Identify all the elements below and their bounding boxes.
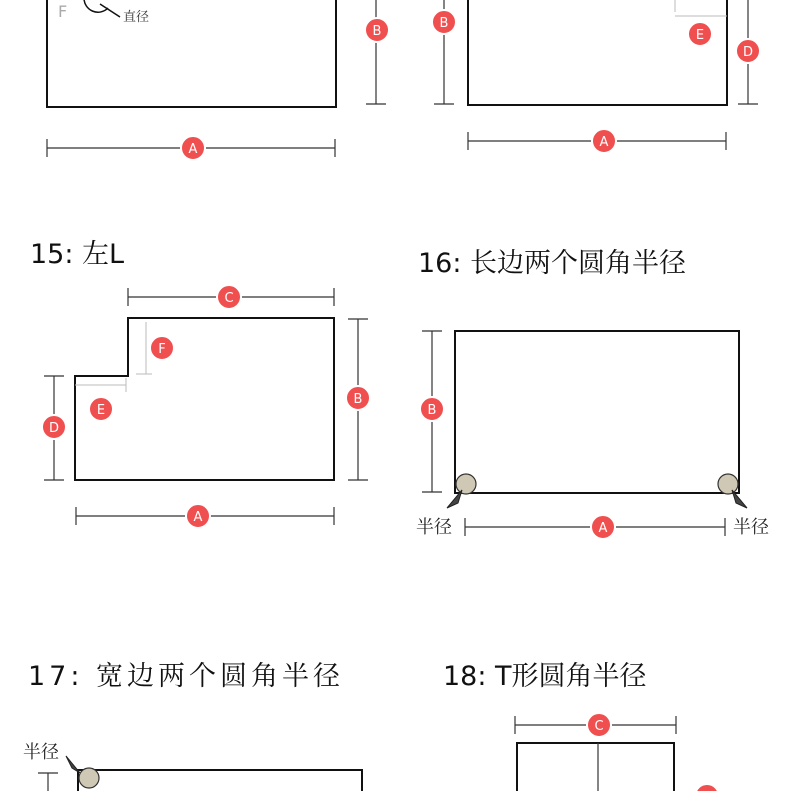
panel-15 xyxy=(30,239,370,528)
panel-17 xyxy=(23,661,362,791)
panel-15-badge-f xyxy=(150,336,174,360)
panel-16-title: 16: 长边两个圆角半径 xyxy=(418,248,687,279)
svg-text:F: F xyxy=(158,342,166,357)
panel-15-badge-a xyxy=(186,504,210,528)
panel-16-badge-b xyxy=(420,397,444,421)
svg-text:B: B xyxy=(372,24,382,39)
panel-14-badge-e xyxy=(688,22,712,46)
panel-14 xyxy=(432,0,760,153)
svg-text:C: C xyxy=(594,719,604,734)
panel-17-radius-label: 半径 xyxy=(23,742,59,763)
svg-text:B: B xyxy=(353,392,363,407)
panel-16-corner-radius-right-icon xyxy=(718,474,747,508)
panel-15-title: 15: 左L xyxy=(30,239,125,270)
svg-text:B: B xyxy=(427,403,437,418)
panel-15-badge-b xyxy=(346,386,370,410)
svg-text:A: A xyxy=(598,521,608,536)
panel-13-badge-f-faded: F xyxy=(58,2,68,21)
panel-18-shape xyxy=(517,743,674,791)
panel-14-badge-d xyxy=(736,39,760,63)
panel-13-shape xyxy=(47,0,336,107)
panel-17-title: 17: 宽边两个圆角半径 xyxy=(28,661,345,692)
panel-13-diameter-label: 直径 xyxy=(123,10,150,25)
panel-16-corner-radius-left-icon xyxy=(447,474,476,508)
panel-14-badge-b xyxy=(432,10,456,34)
svg-text:A: A xyxy=(599,135,609,150)
svg-text:A: A xyxy=(193,510,203,525)
panel-15-badge-d xyxy=(42,415,66,439)
panel-13-badge-a xyxy=(181,136,205,160)
panel-14-badge-a xyxy=(592,129,616,153)
panel-18-badge-e xyxy=(695,784,719,791)
svg-text:C: C xyxy=(224,291,234,306)
panel-18 xyxy=(443,661,719,791)
panel-13 xyxy=(47,0,389,160)
svg-text:A: A xyxy=(188,142,198,157)
svg-text:E: E xyxy=(96,403,106,418)
panel-15-badge-c xyxy=(217,285,241,309)
svg-text:D: D xyxy=(48,421,60,436)
panel-16-radius-label-right: 半径 xyxy=(733,517,769,538)
panel-15-badge-e xyxy=(89,397,113,421)
panel-18-badge-c xyxy=(587,713,611,737)
panel-18-title: 18: T形圆角半径 xyxy=(443,661,647,692)
panel-13-badge-b xyxy=(365,18,389,42)
svg-text:D: D xyxy=(742,45,754,60)
panel-17-corner-radius-icon xyxy=(66,756,99,788)
panel-15-shape xyxy=(75,318,334,480)
svg-text:E: E xyxy=(695,28,705,43)
panel-17-shape xyxy=(78,770,362,791)
panel-13-diameter-leader xyxy=(100,4,120,17)
panel-16-shape xyxy=(455,331,739,493)
svg-text:B: B xyxy=(439,16,449,31)
panel-16-radius-label-left: 半径 xyxy=(416,517,452,538)
panel-16 xyxy=(416,248,769,539)
panel-16-badge-a xyxy=(591,515,615,539)
